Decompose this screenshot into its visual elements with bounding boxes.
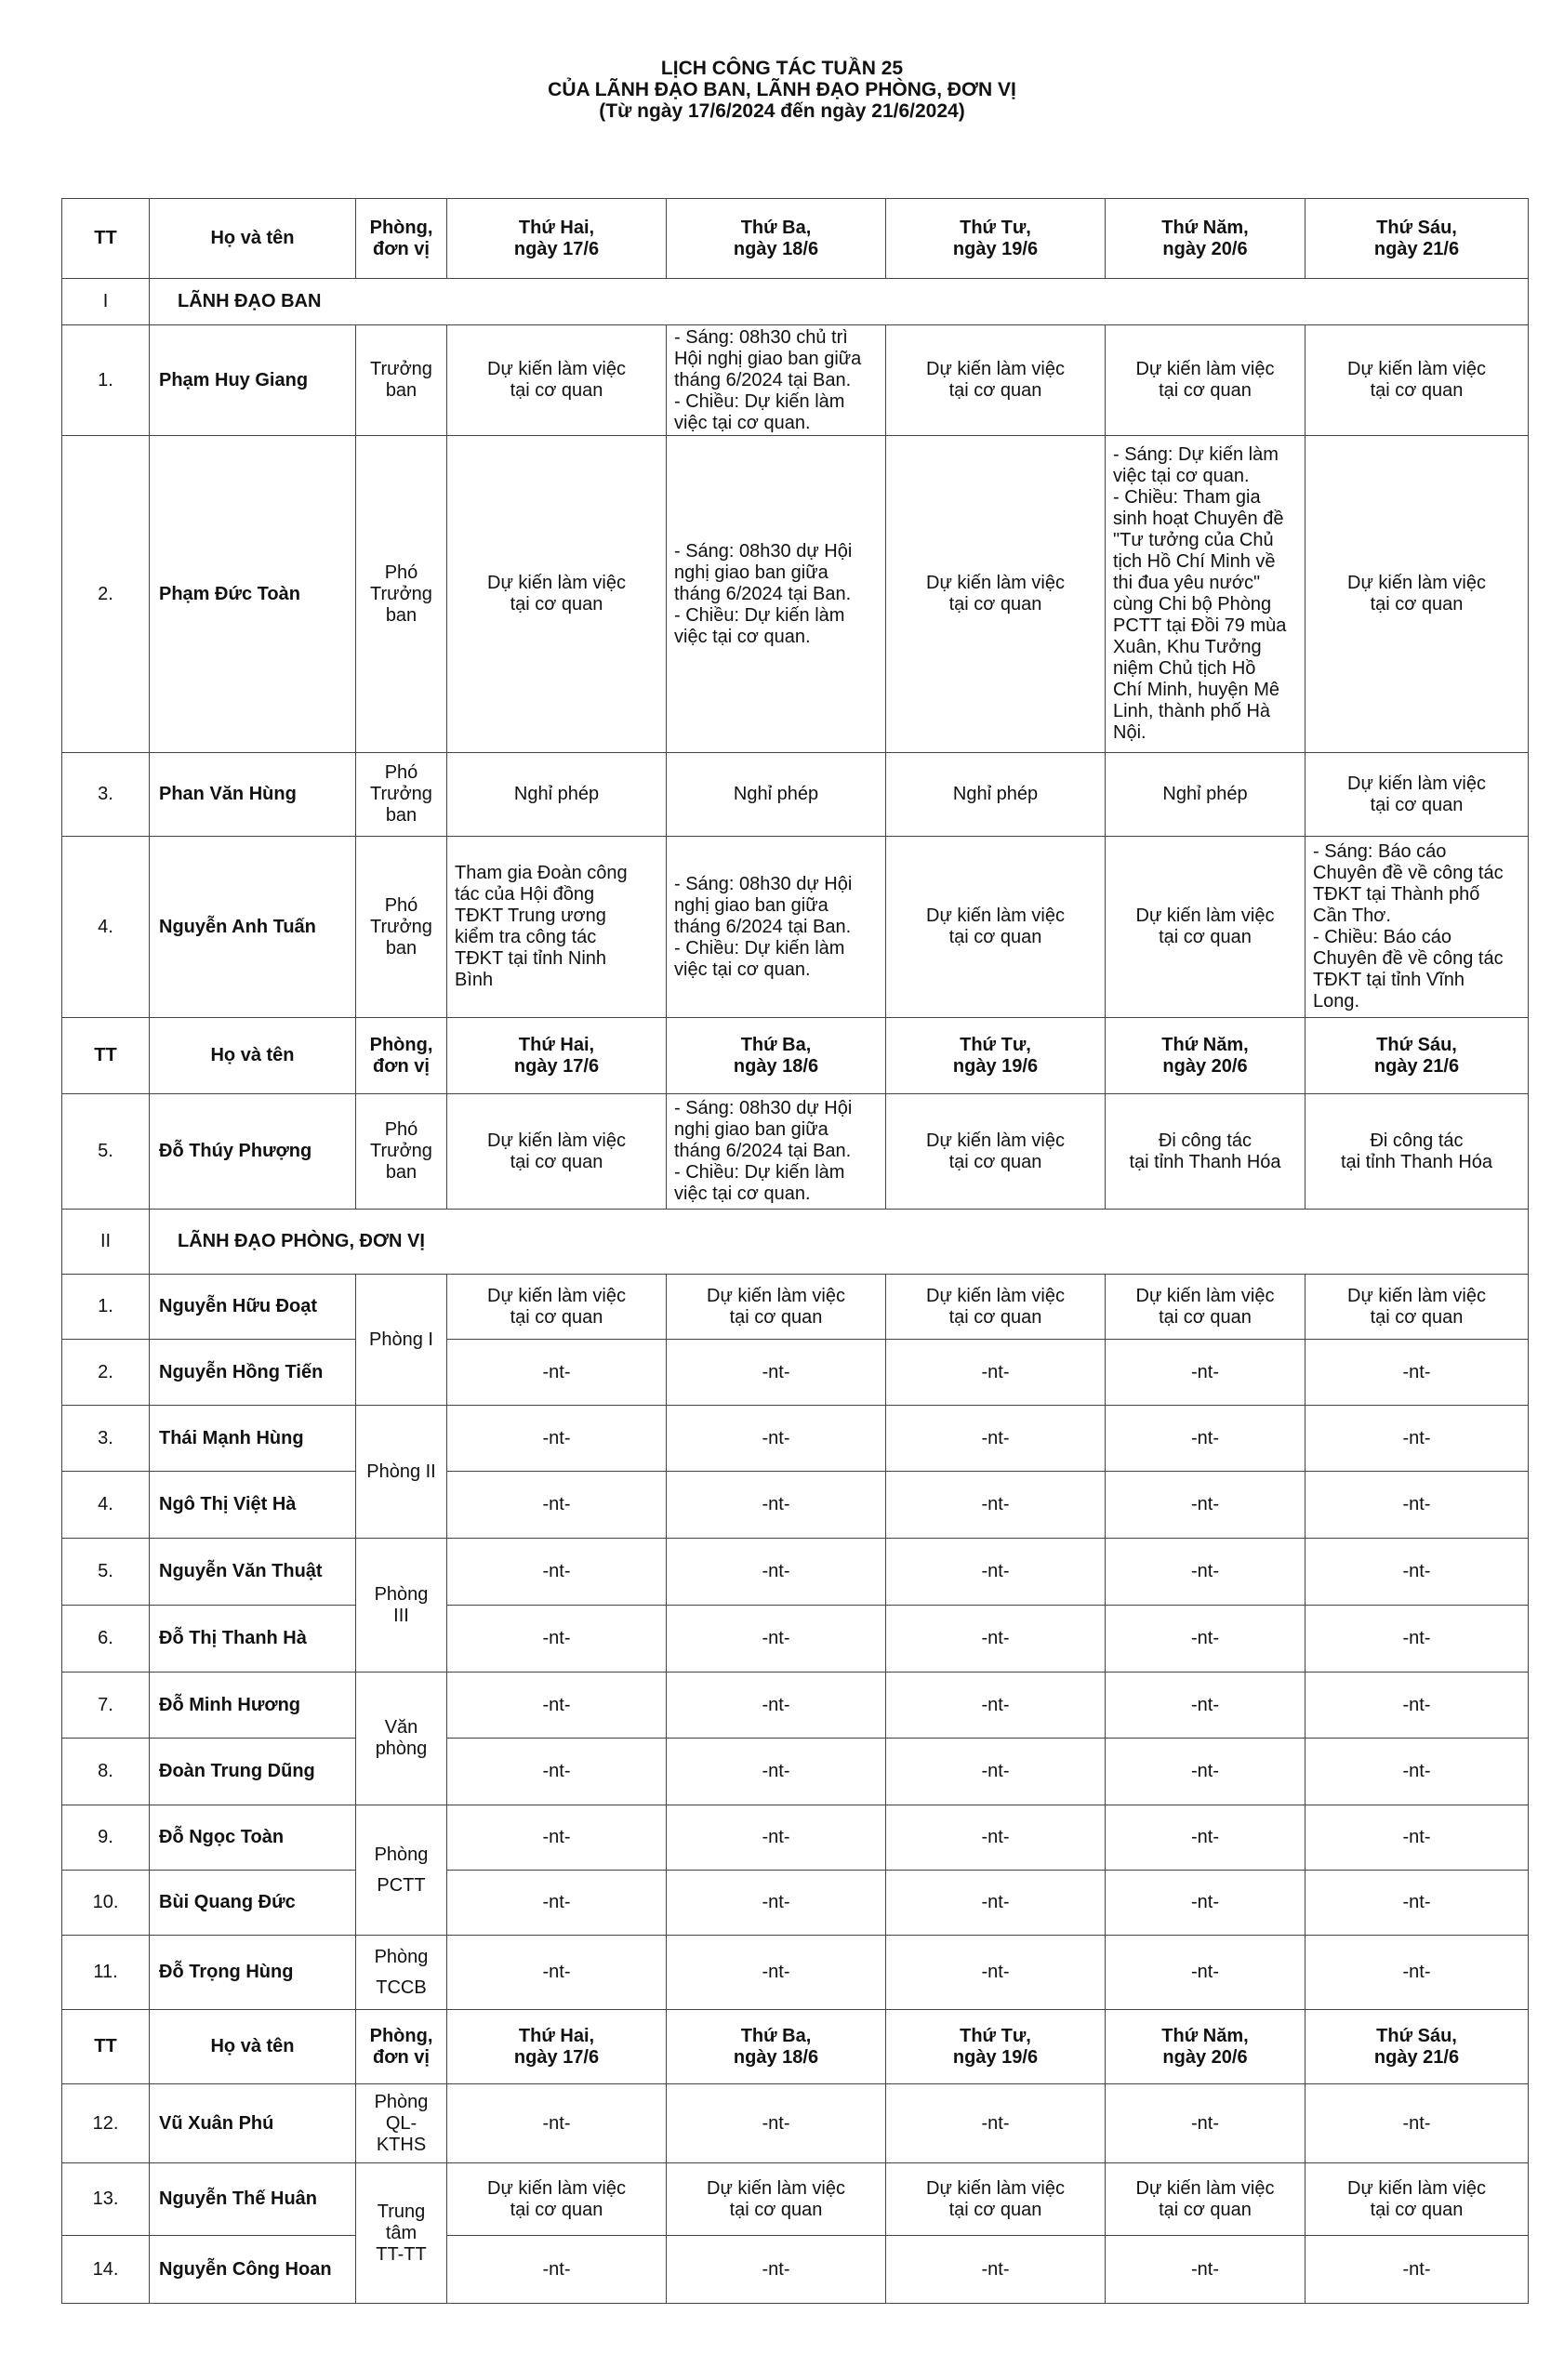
header-tuesday: Thứ Ba, ngày 18/6: [667, 199, 886, 279]
table-header: [62, 199, 1529, 279]
schedule-cell: Dự kiến làm việc tại cơ quan: [447, 325, 667, 436]
person-name: Nguyễn Hồng Tiến: [150, 1340, 356, 1406]
header-friday: Thứ Sáu, ngày 21/6: [1306, 199, 1529, 279]
schedule-cell: Nghỉ phép: [447, 753, 667, 837]
person-name: Đỗ Thị Thanh Hà: [150, 1606, 356, 1673]
schedule-cell: - Sáng: Báo cáo Chuyên đề về công tác TĐKT tại Thành phố Cần Thơ. - Chiều: Báo cáo Chuyên đề về công tác TĐKT tại tỉnh Vĩnh Long.: [1306, 837, 1529, 1018]
table-row: [62, 436, 1529, 753]
table-row: 6. Đỗ Thị Thanh Hà -nt- -nt- -nt- -nt- -nt-: [62, 1606, 1529, 1673]
row-number: 1.: [62, 325, 150, 436]
table-row: 14. Nguyễn Công Hoan -nt- -nt- -nt- -nt- -nt-: [62, 2236, 1529, 2304]
row-number: 3.: [62, 753, 150, 837]
section-number: I: [62, 279, 150, 325]
table-row: 12. Vũ Xuân Phú Phòng QL- KTHS -nt- -nt- -nt- -nt- -nt-: [62, 2084, 1529, 2163]
unit-cell: Phòng I: [356, 1275, 447, 1406]
schedule-cell: Dự kiến làm việc tại cơ quan: [1306, 436, 1529, 753]
person-name: Ngô Thị Việt Hà: [150, 1472, 356, 1539]
section-number: II: [62, 1210, 150, 1275]
schedule-cell: Đi công tác tại tỉnh Thanh Hóa: [1106, 1094, 1306, 1210]
section-row: [62, 279, 1529, 325]
schedule-cell: Dự kiến làm việc tại cơ quan: [447, 1094, 667, 1210]
table-row: [62, 837, 1529, 1018]
schedule-cell: - Sáng: 08h30 chủ trì Hội nghị giao ban giữa tháng 6/2024 tại Ban. - Chiều: Dự kiến làm việc tại cơ quan.: [667, 325, 886, 436]
unit-cell: Phó Trưởng ban: [356, 1094, 447, 1210]
unit-cell: Phó Trưởng ban: [356, 837, 447, 1018]
person-name: Phạm Đức Toàn: [150, 436, 356, 753]
schedule-table: [61, 198, 1529, 2304]
section-label: LÃNH ĐẠO PHÒNG, ĐƠN VỊ: [150, 1210, 1529, 1275]
table-row: 13. Nguyễn Thế Huân Trung tâm TT-TT Dự kiến làm việc tại cơ quan Dự kiến làm việc tại cơ quan Dự kiến làm việc tại cơ quan Dự kiến làm việc tại cơ quan Dự kiến làm việc tại cơ quan: [62, 2163, 1529, 2236]
unit-cell: Phòng QL- KTHS: [356, 2084, 447, 2163]
unit-cell: Phòng II: [356, 1406, 447, 1539]
person-name: Nguyễn Thế Huân: [150, 2163, 356, 2236]
title-line-1: LỊCH CÔNG TÁC TUẦN 25: [660, 58, 904, 79]
unit-cell: Trưởng ban: [356, 325, 447, 436]
schedule-cell: Dự kiến làm việc tại cơ quan: [886, 436, 1106, 753]
schedule-cell: - Sáng: 08h30 dự Hội nghị giao ban giữa tháng 6/2024 tại Ban. - Chiều: Dự kiến làm việc tại cơ quan.: [667, 1094, 886, 1210]
table-row: [62, 325, 1529, 436]
table-row: 4. Ngô Thị Việt Hà -nt- -nt- -nt- -nt- -nt-: [62, 1472, 1529, 1539]
header-monday: Thứ Hai, ngày 17/6: [447, 199, 667, 279]
schedule-cell: - Sáng: Dự kiến làm việc tại cơ quan. - Chiều: Tham gia sinh hoạt Chuyên đề "Tư tưởng của Chủ tịch Hồ Chí Minh về thi đua yêu nước" cùng Chi bộ Phòng PCTT tại Đồi 79 mùa Xuân, Khu Tưởng niệm Chủ tịch Hồ Chí Minh, huyện Mê Linh, thành phố Hà Nội.: [1106, 436, 1306, 753]
unit-cell: Phòng III: [356, 1539, 447, 1673]
section-row: [62, 1210, 1529, 1275]
header-unit: Phòng, đơn vị: [356, 199, 447, 279]
unit-cell: Phòng PCTT: [356, 1805, 447, 1936]
schedule-cell: Nghỉ phép: [1106, 753, 1306, 837]
title-line-2: CỦA LÃNH ĐẠO BAN, LÃNH ĐẠO PHÒNG, ĐƠN VỊ: [548, 79, 1016, 100]
unit-cell: Trung tâm TT-TT: [356, 2163, 447, 2304]
row-number: 5.: [62, 1094, 150, 1210]
table-row: 1. Nguyễn Hữu Đoạt Phòng I Dự kiến làm việc tại cơ quan Dự kiến làm việc tại cơ quan Dự kiến làm việc tại cơ quan Dự kiến làm việc tại cơ quan Dự kiến làm việc tại cơ quan: [62, 1275, 1529, 1340]
schedule-cell: Dự kiến làm việc tại cơ quan: [1306, 753, 1529, 837]
table-row: 7. Đỗ Minh Hương Văn phòng -nt- -nt- -nt- -nt- -nt-: [62, 1673, 1529, 1739]
schedule-cell: Dự kiến làm việc tại cơ quan: [886, 325, 1106, 436]
person-name: Đỗ Ngọc Toàn: [150, 1805, 356, 1871]
row-number: 4.: [62, 837, 150, 1018]
unit-cell: Phó Trưởng ban: [356, 436, 447, 753]
table-row: 10. Bùi Quang Đức -nt- -nt- -nt- -nt- -nt-: [62, 1871, 1529, 1936]
row-number: 2.: [62, 436, 150, 753]
table-row: 5. Nguyễn Văn Thuật Phòng III -nt- -nt- -nt- -nt- -nt-: [62, 1539, 1529, 1606]
person-name: Đoàn Trung Dũng: [150, 1739, 356, 1805]
schedule-cell: Dự kiến làm việc tại cơ quan: [1306, 325, 1529, 436]
table-header: TT Họ và tên Phòng, đơn vị Thứ Hai, ngày 17/6 Thứ Ba, ngày 18/6 Thứ Tư, ngày 19/6 Thứ Năm, ngày 20/6 Thứ Sáu, ngày 21/6: [62, 2010, 1529, 2084]
table-row: [62, 1094, 1529, 1210]
unit-cell: Phòng TCCB: [356, 1936, 447, 2010]
schedule-cell: Dự kiến làm việc tại cơ quan: [1106, 837, 1306, 1018]
table-header: TT Họ và tên Phòng, đơn vị Thứ Hai, ngày 17/6 Thứ Ba, ngày 18/6 Thứ Tư, ngày 19/6 Thứ Năm, ngày 20/6 Thứ Sáu, ngày 21/6: [62, 1018, 1529, 1094]
schedule-cell: - Sáng: 08h30 dự Hội nghị giao ban giữa tháng 6/2024 tại Ban. - Chiều: Dự kiến làm việc tại cơ quan.: [667, 837, 886, 1018]
person-name: Đỗ Minh Hương: [150, 1673, 356, 1739]
person-name: Vũ Xuân Phú: [150, 2084, 356, 2163]
person-name: Thái Mạnh Hùng: [150, 1406, 356, 1472]
person-name: Phan Văn Hùng: [150, 753, 356, 837]
table-row: [62, 753, 1529, 837]
schedule-cell: Dự kiến làm việc tại cơ quan: [886, 1094, 1106, 1210]
person-name: Đỗ Trọng Hùng: [150, 1936, 356, 2010]
header-thursday: Thứ Năm, ngày 20/6: [1106, 199, 1306, 279]
schedule-cell: Đi công tác tại tỉnh Thanh Hóa: [1306, 1094, 1529, 1210]
header-tt: TT: [62, 199, 150, 279]
schedule-cell: Dự kiến làm việc tại cơ quan: [447, 436, 667, 753]
header-wednesday: Thứ Tư, ngày 19/6: [886, 199, 1106, 279]
schedule-cell: - Sáng: 08h30 dự Hội nghị giao ban giữa tháng 6/2024 tại Ban. - Chiều: Dự kiến làm việc tại cơ quan.: [667, 436, 886, 753]
person-name: Nguyễn Văn Thuật: [150, 1539, 356, 1606]
schedule-cell: Nghỉ phép: [886, 753, 1106, 837]
schedule-cell: Dự kiến làm việc tại cơ quan: [886, 837, 1106, 1018]
table-row: 9. Đỗ Ngọc Toàn Phòng PCTT -nt- -nt- -nt- -nt- -nt-: [62, 1805, 1529, 1871]
table-row: 2. Nguyễn Hồng Tiến -nt- -nt- -nt- -nt- -nt-: [62, 1340, 1529, 1406]
table-row: 8. Đoàn Trung Dũng -nt- -nt- -nt- -nt- -nt-: [62, 1739, 1529, 1805]
person-name: Phạm Huy Giang: [150, 325, 356, 436]
person-name: Bùi Quang Đức: [150, 1871, 356, 1936]
schedule-cell: Dự kiến làm việc tại cơ quan: [1106, 325, 1306, 436]
person-name: Nguyễn Anh Tuấn: [150, 837, 356, 1018]
person-name: Nguyễn Công Hoan: [150, 2236, 356, 2304]
person-name: Đỗ Thúy Phượng: [150, 1094, 356, 1210]
table-row: 3. Thái Mạnh Hùng Phòng II -nt- -nt- -nt- -nt- -nt-: [62, 1406, 1529, 1472]
schedule-cell: Tham gia Đoàn công tác của Hội đồng TĐKT Trung ương kiểm tra công tác TĐKT tại tỉnh Ninh Bình: [447, 837, 667, 1018]
header-name: Họ và tên: [150, 199, 356, 279]
document-title: [0, 58, 1564, 122]
unit-cell: Phó Trưởng ban: [356, 753, 447, 837]
section-label: LÃNH ĐẠO BAN: [150, 279, 1529, 325]
person-name: Nguyễn Hữu Đoạt: [150, 1275, 356, 1340]
schedule-cell: Nghỉ phép: [667, 753, 886, 837]
unit-cell: Văn phòng: [356, 1673, 447, 1805]
table-row: 11. Đỗ Trọng Hùng Phòng TCCB -nt- -nt- -nt- -nt- -nt-: [62, 1936, 1529, 2010]
title-line-3: (Từ ngày 17/6/2024 đến ngày 21/6/2024): [599, 100, 965, 122]
